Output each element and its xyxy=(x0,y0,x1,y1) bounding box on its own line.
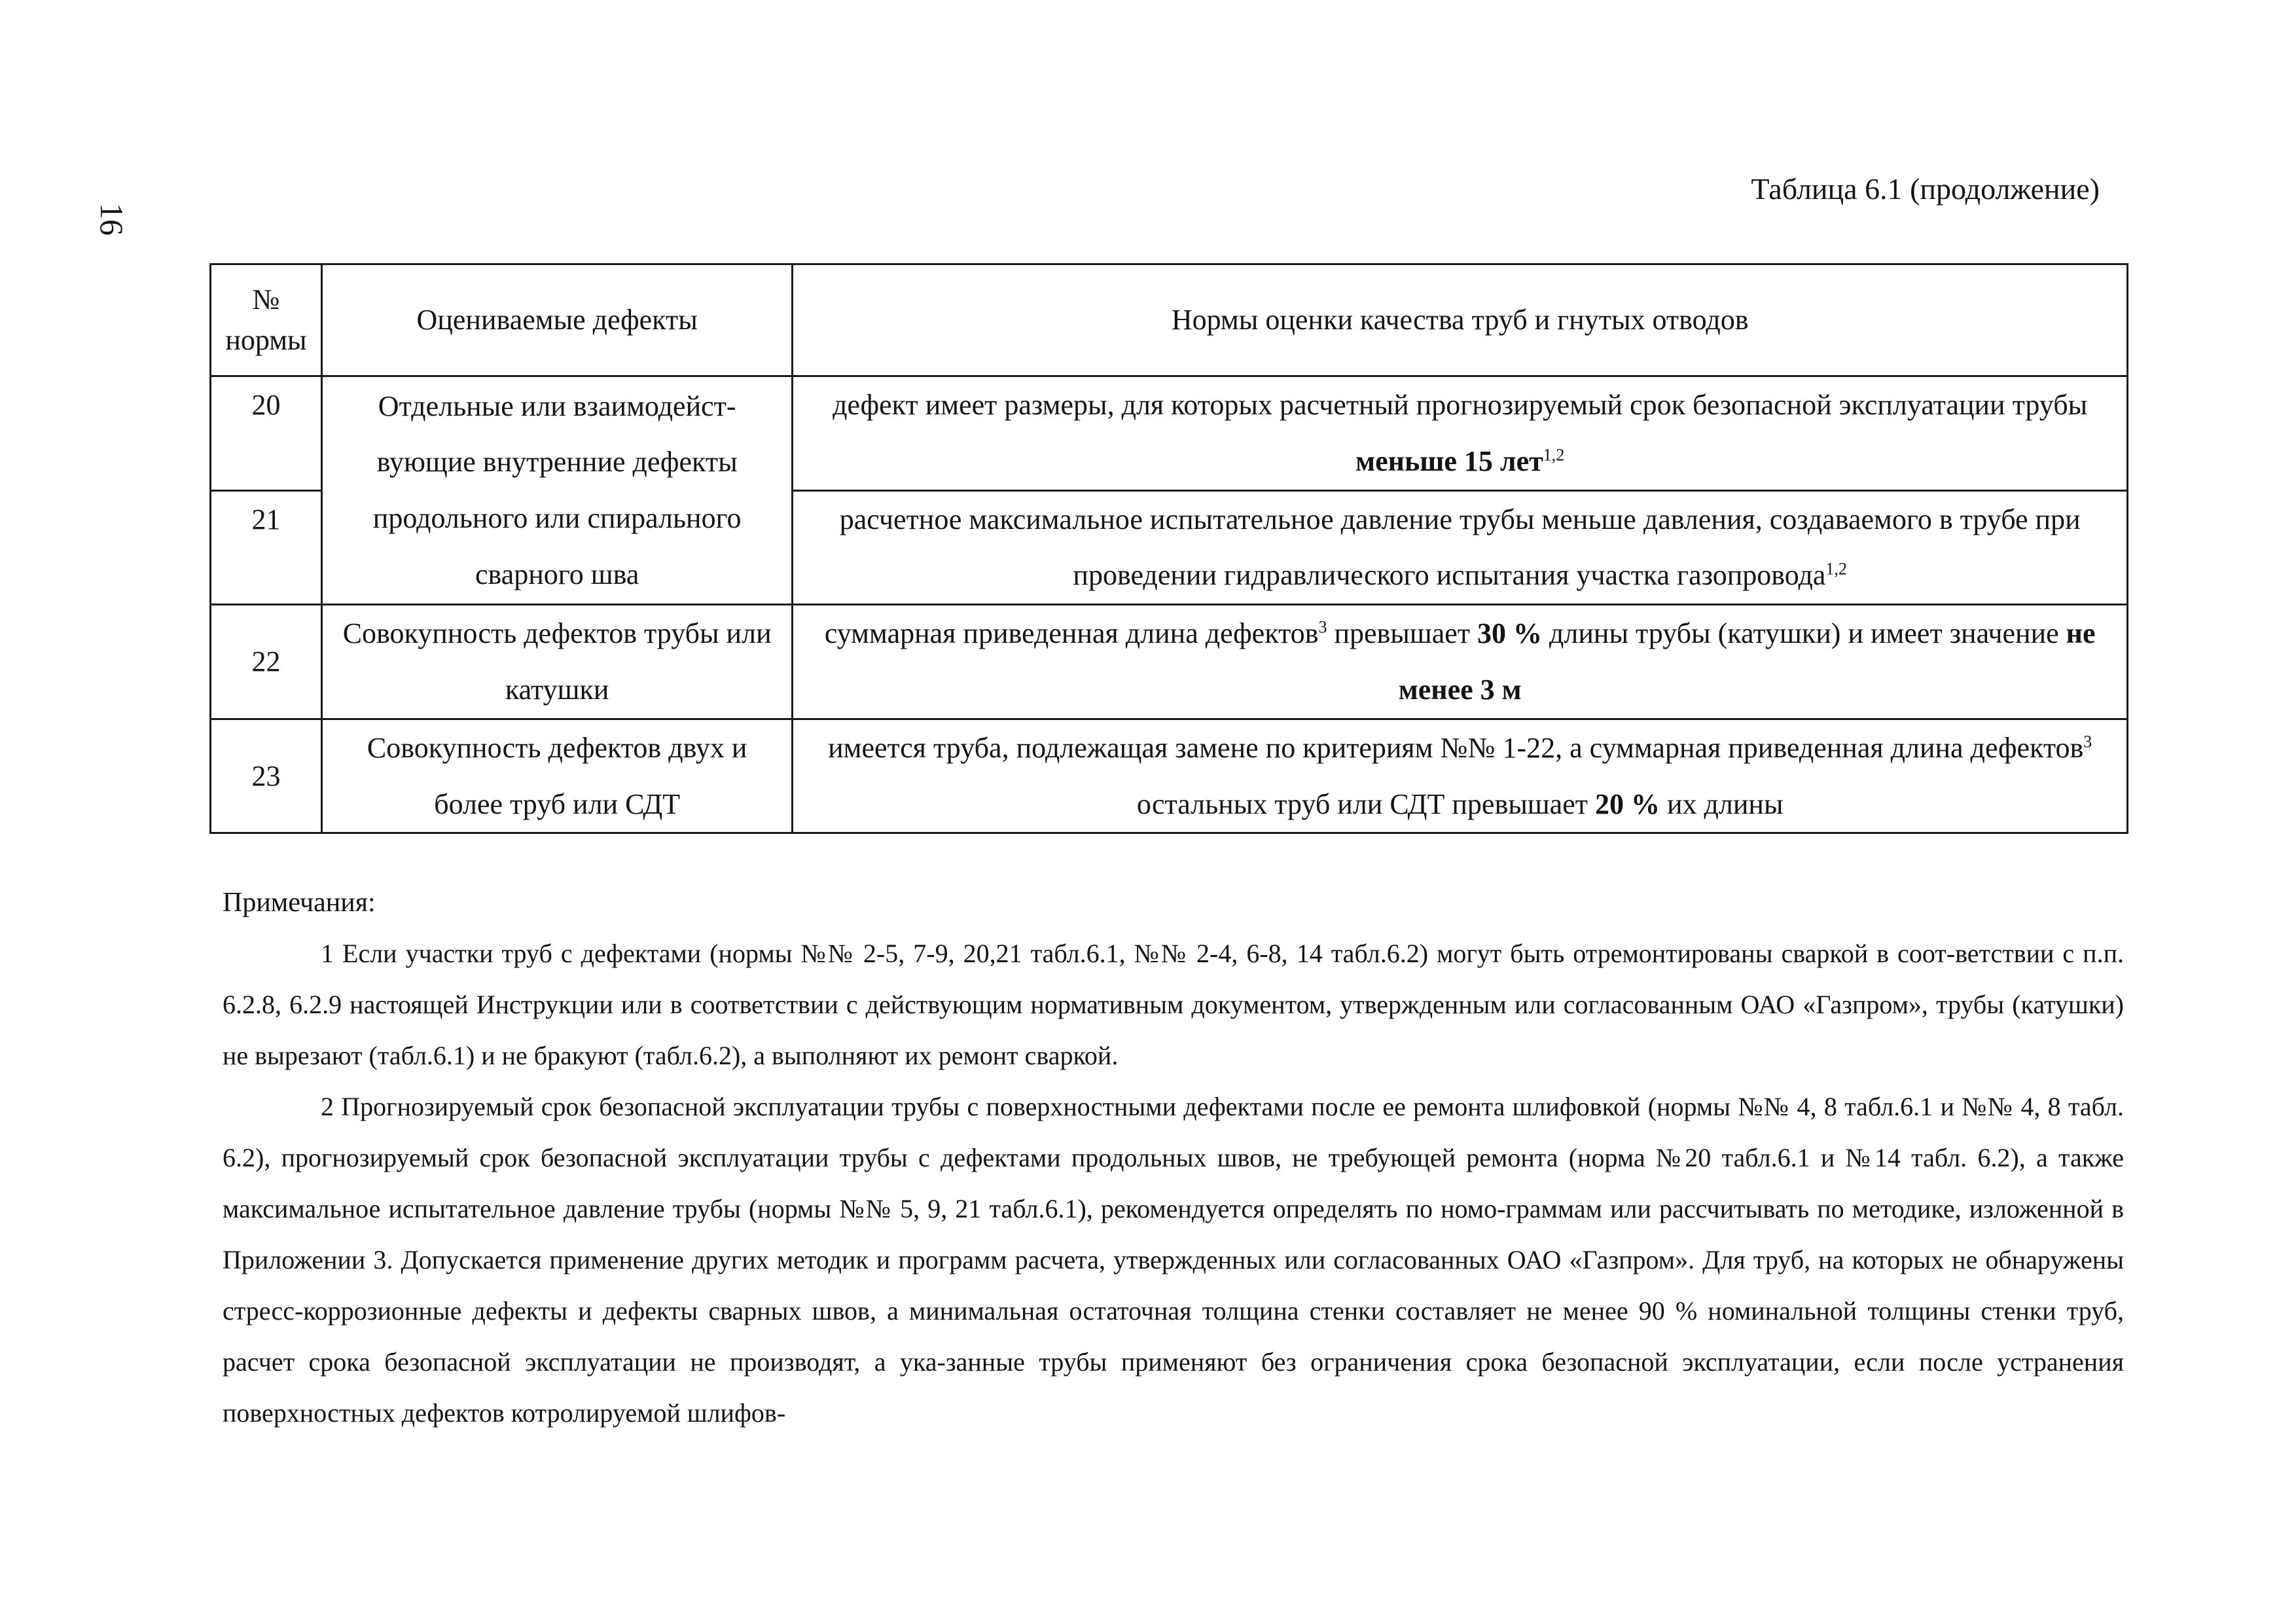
table-row xyxy=(211,719,2128,833)
row-norm xyxy=(793,490,2128,605)
page-number: 16 xyxy=(94,203,130,236)
table-row xyxy=(211,376,2128,491)
norm-footnote: 1,2 xyxy=(1543,445,1565,465)
notes-title: Примечания: xyxy=(223,888,376,918)
header-defects: Оцениваемые дефекты xyxy=(321,264,792,376)
header-norms: Нормы оценки качества труб и гнутых отводов xyxy=(793,264,2128,376)
norm-text: их длины xyxy=(1659,787,1784,820)
norm-text: остальных труб или СДТ превышает xyxy=(1136,787,1595,820)
norm-bold: не менее 3 м xyxy=(1398,617,2096,706)
row-defect: Отдельные или взаимодейст-вующие внутренние дефекты продольного или спирального сварного шва xyxy=(321,376,792,605)
row-norm xyxy=(793,605,2128,719)
norm-text: длины трубы (катушки) и имеет значение xyxy=(1542,617,2066,650)
norm-bold: 30 % xyxy=(1477,617,1543,650)
notes-section xyxy=(223,877,2124,1439)
row-num: 23 xyxy=(211,719,322,833)
norm-text: расчетное максимальное испытательное давление трубы меньше давления, создаваемого в трубе при проведении гидравлического испытания участка газопровода xyxy=(839,503,2081,592)
row-num: 20 xyxy=(211,376,322,491)
norm-bold: меньше 15 лет xyxy=(1355,444,1543,477)
norm-text: суммарная приведенная длина дефектов xyxy=(824,617,1319,650)
norm-text: имеется труба, подлежащая замене по критериям №№ 1-22, а суммарная приведенная длина дефектов xyxy=(828,731,2084,764)
header-num: № нормы xyxy=(211,264,322,376)
row-num: 22 xyxy=(211,605,322,719)
norm-bold: 20 % xyxy=(1594,787,1660,820)
table-caption: Таблица 6.1 (продолжение) xyxy=(1751,172,2100,206)
table-row xyxy=(211,605,2128,719)
norm-footnote: 3 xyxy=(2083,732,2092,751)
norm-footnote: 3 xyxy=(1318,617,1327,637)
row-num: 21 xyxy=(211,490,322,605)
note-item: 2 Прогнозируемый срок безопасной эксплуатации трубы с поверхностными дефектами после ее ремонта шлифовкой (нормы №№ 4, 8 табл.6.1 и №№ 4, 8 табл. 6.2), прогнозируемый срок безопасной эксплуатации трубы с дефектами продольных швов, не требующей ремонта (норма №20 табл.6.1 и №14 табл. 6.2), а также максимальное испытательное давление трубы (нормы №№ 5, 9, 21 табл.6.1), рекомендуется определять по номо-граммам или рассчитывать по методике, изложенной в Приложении 3. Допускается применение других методик и программ расчета, утвержденных или согласованных ОАО «Газпром». Для труб, на которых не обнаружены стресс-коррозионные дефекты и дефекты сварных швов, а минимальная остаточная толщина стенки составляет не менее 90 % номинальной толщины стенки труб, расчет срока безопасной эксплуатации не производят, а ука-занные трубы применяют без ограничения срока безопасной эксплуатации, если после устранения поверхностных дефектов котролируемой шлифов- xyxy=(223,1092,2124,1428)
norm-text: превышает xyxy=(1327,617,1478,650)
norm-footnote: 1,2 xyxy=(1825,559,1847,579)
row-defect: Совокупность дефектов двух и более труб или СДТ xyxy=(321,719,792,833)
row-norm xyxy=(793,376,2128,491)
row-norm xyxy=(793,719,2128,833)
norm-text: дефект имеет размеры, для которых расчетный прогнозируемый срок безопасной эксплуатации трубы xyxy=(833,389,2088,421)
row-defect: Совокупность дефектов трубы или катушки xyxy=(321,605,792,719)
table-header-row xyxy=(211,264,2128,376)
norms-table xyxy=(209,263,2128,834)
note-item: 1 Если участки труб с дефектами (нормы №№ 2-5, 7-9, 20,21 табл.6.1, №№ 2-4, 6-8, 14 табл.6.2) могут быть отремонтированы сваркой в соот-ветствии с п.п. 6.2.8, 6.2.9 настоящей Инструкции или в соответствии с действующим нормативным документом, утвержденным или согласованным ОАО «Газпром», трубы (катушки) не вырезают (табл.6.1) и не бракуют (табл.6.2), а выполняют их ремонт сваркой. xyxy=(223,939,2124,1070)
